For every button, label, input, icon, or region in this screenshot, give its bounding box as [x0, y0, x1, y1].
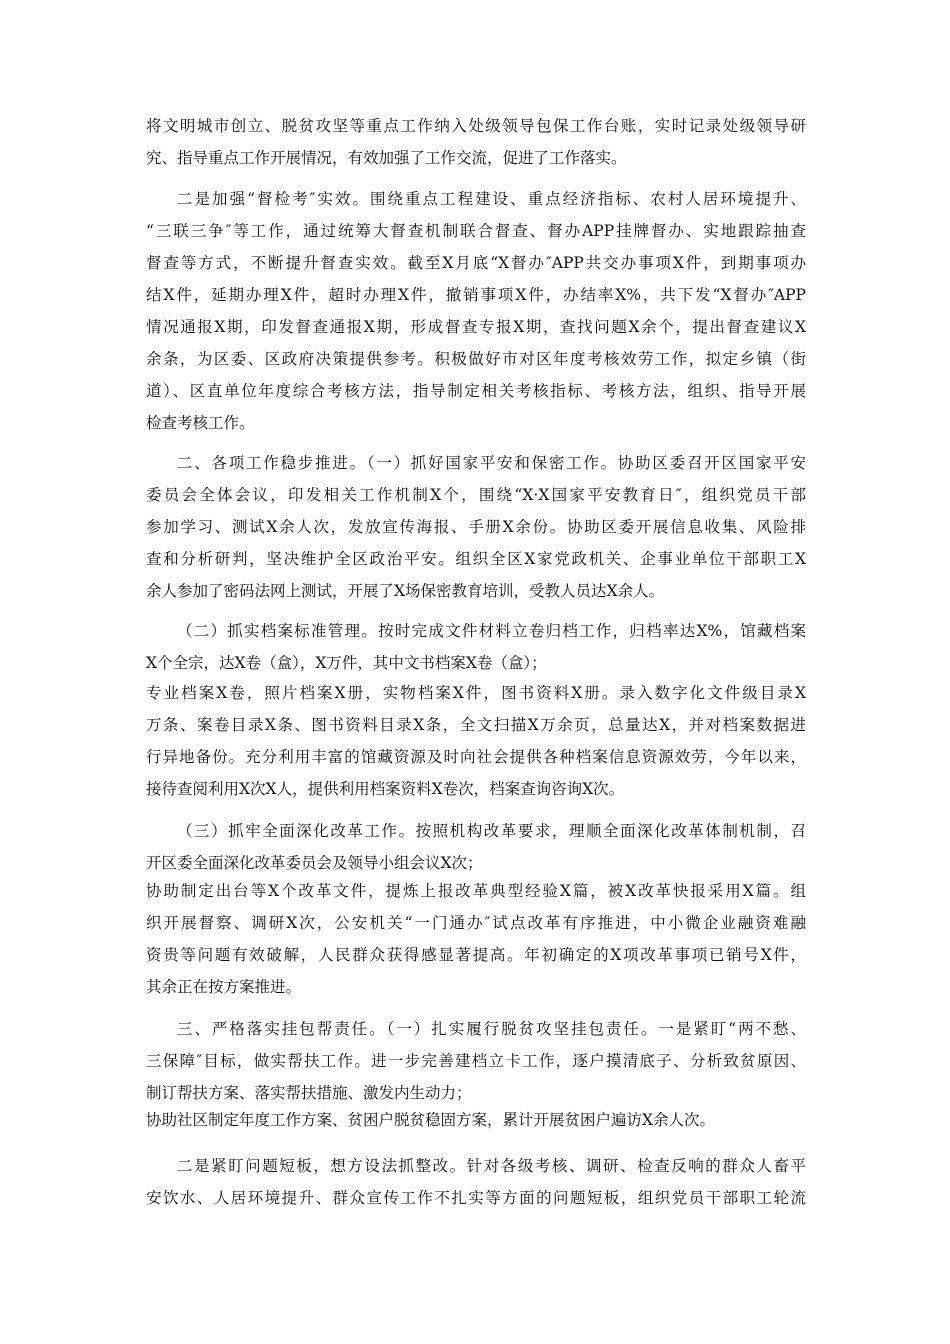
- text-line: 接待查阅利用X次X人，提供利用档案资料X卷次，档案查询咨询X次。: [146, 780, 625, 798]
- text-line: 道）、区直单位年度综合考核方法，指导制定相关考核指标、考核方法，组织、指导开展: [146, 382, 806, 400]
- text-line: 协助制定出台等X个改革文件，提炼上报改革典型经验X篇，被X改革快报采用X篇。组: [146, 882, 806, 900]
- paragraph-1: [146, 110, 806, 174]
- paragraph-3: [146, 447, 806, 607]
- text-line: 二、各项工作稳步推进。（一）抓好国家平安和保密工作。协助区委召开区国家平安: [177, 454, 806, 472]
- text-line: 三保障″目标，做实帮扶工作。进一步完善建档立卡工作，逐户摸清底子、分析致贫原因、: [146, 1052, 806, 1070]
- text-line: 委员会全体会议，印发相关工作机制X个，围绕“X·X国家平安教育日″，组织党员干部: [146, 486, 806, 504]
- text-line: 二是加强“督检考″实效。围绕重点工程建设、重点经济指标、农村人居环境提升、: [177, 190, 806, 208]
- text-line: 三、严格落实挂包帮责任。（一）扎实履行脱贫攻坚挂包责任。一是紧盯“两不愁、: [177, 1020, 806, 1038]
- paragraph-7: [146, 875, 806, 1003]
- text-line: 督查等方式，不断提升督查实效。截至X月底“X督办″APP共交办事项X件，到期事项办: [146, 254, 806, 272]
- paragraph-8: [146, 1013, 806, 1109]
- text-line: “三联三争″等工作，通过统筹大督查机制联合督查、督办APP挂牌督办、实地跟踪抽查: [146, 222, 806, 240]
- text-line: 协助社区制定年度工作方案、贫困户脱贫稳固方案，累计开展贫困户遍访X余人次。: [146, 1111, 716, 1129]
- paragraph-2: [146, 183, 806, 439]
- text-line: 织开展督察、调研X次，公安机关“一门通办″试点改革有序推进，中小微企业融资难融: [146, 914, 806, 932]
- paragraph-9: [146, 1104, 806, 1136]
- text-line: 安饮水、人居环境提升、群众宣传工作不扎实等方面的问题短板，组织党员干部职工轮流: [146, 1189, 806, 1207]
- text-line: （三）抓牢全面深化改革工作。按照机构改革要求，理顺全面深化改革体制机制，召: [177, 822, 806, 840]
- paragraph-6: [146, 815, 806, 879]
- text-line: 其余正在按方案推进。: [146, 978, 302, 996]
- text-line: 专业档案X卷，照片档案X册，实物档案X件，图书资料X册。录入数字化文件级目录X: [146, 684, 806, 702]
- text-line: X个全宗，达X卷（盒），X万件，其中文书档案X卷（盒）；: [146, 654, 547, 672]
- text-line: 行异地备份。充分利用丰富的馆藏资源及时向社会提供各种档案信息资源效劳，今年以来，: [146, 748, 806, 766]
- text-line: 参加学习、测试X余人次，发放宣传海报、手册X余份。协助区委开展信息收集、风险排: [146, 518, 806, 536]
- text-line: （二）抓实档案标准管理。按时完成文件材料立卷归档工作，归档率达X%，馆藏档案: [177, 622, 806, 640]
- text-line: 开区委全面深化改革委员会及领导小组会议X次；: [146, 854, 483, 872]
- text-line: 将文明城市创立、脱贫攻坚等重点工作纳入处级领导包保工作台账，实时记录处级领导研: [146, 117, 806, 135]
- text-line: 究、指导重点工作开展情况，有效加强了工作交流，促进了工作落实。: [146, 149, 627, 167]
- text-line: 情况通报X期，印发督查通报X期，形成督查专报X期，查找问题X余个，提出督查建议X: [146, 318, 806, 336]
- paragraph-4: [146, 615, 806, 679]
- paragraph-10: [146, 1150, 806, 1214]
- text-line: 结X件，延期办理X件，超时办理X件，撤销事项X件，办结率X%，共下发“X督办″APP: [146, 286, 806, 304]
- text-line: 资贵等问题有效破解，人民群众获得感显著提高。年初确定的X项改革事项已销号X件，: [146, 946, 806, 964]
- text-line: 制订帮扶方案、落实帮扶措施、激发内生动力；: [146, 1084, 472, 1102]
- text-line: 余人参加了密码法网上测试，开展了X场保密教育培训，受教人员达X余人。: [146, 582, 665, 600]
- text-line: 万条、案卷目录X条、图书资料目录X条，全文扫描X万余页，总量达X，并对档案数据进: [146, 716, 806, 734]
- text-line: 检查考核工作。: [146, 414, 255, 432]
- text-line: 余条，为区委、区政府决策提供参考。积极做好市对区年度考核效劳工作，拟定乡镇（街: [146, 350, 806, 368]
- text-line: 查和分析研判，坚决维护全区政治平安。组织全区X家党政机关、企事业单位干部职工X: [146, 550, 806, 568]
- text-line: 二是紧盯问题短板，想方设法抓整改。针对各级考核、调研、检查反响的群众人畜平: [177, 1157, 806, 1175]
- paragraph-5: [146, 677, 806, 805]
